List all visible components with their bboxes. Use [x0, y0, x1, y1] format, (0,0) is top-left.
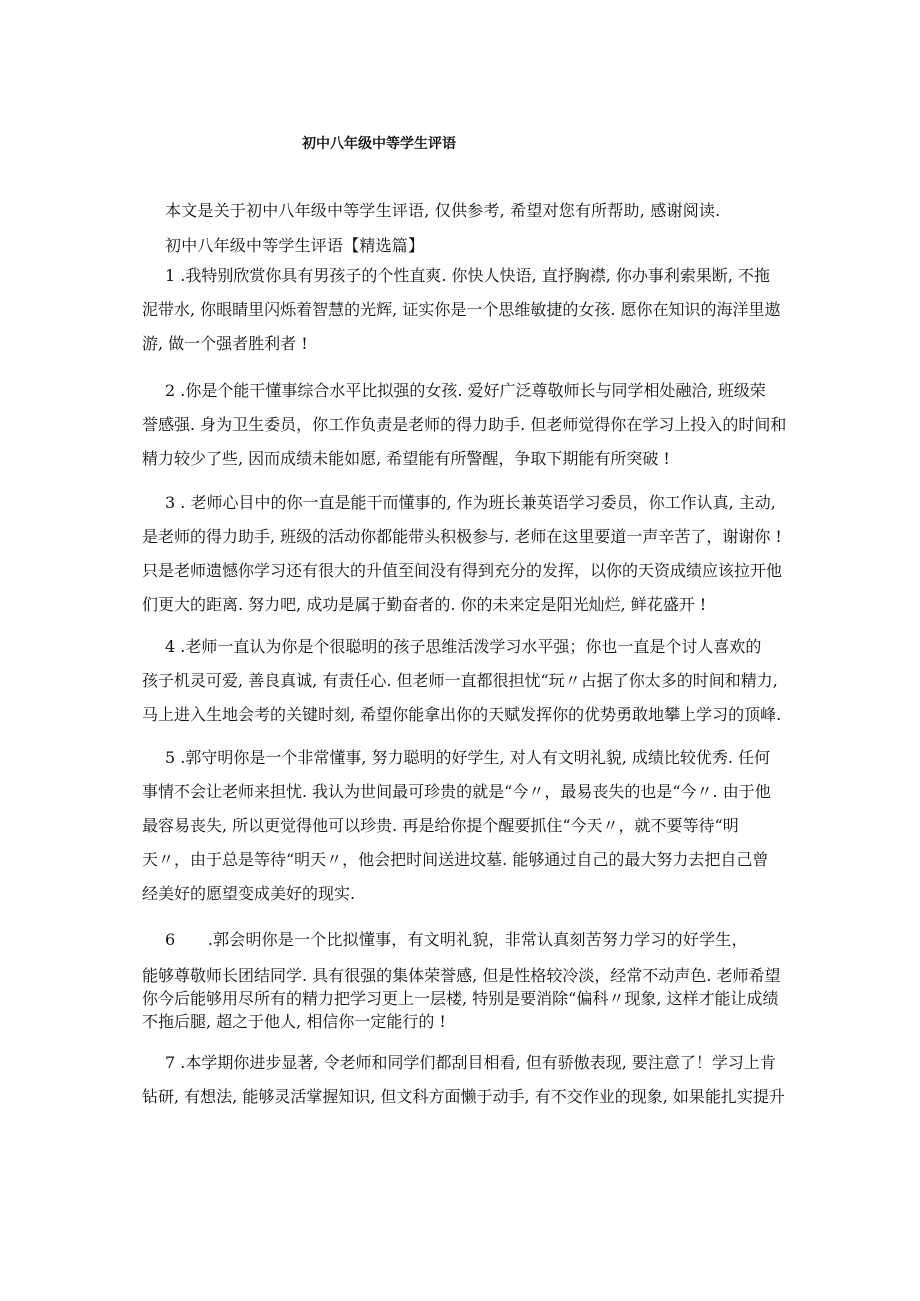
paragraph-4-line-1: 4 .老师一直认为你是个很聪明的孩子思维活泼学习水平强；你也一直是个讨人喜欢的: [165, 637, 762, 656]
paragraph-1-line-1: 1 .我特别欣赏你具有男孩子的个性直爽. 你快人快语, 直抒胸襟, 你办事利索果断, 不拖: [165, 266, 771, 285]
paragraph-5-line-3: 最容易丧失, 所以更觉得他可以珍贵. 再是给你提个醒要抓住“今天〃，就不要等待“明: [142, 816, 739, 835]
paragraph-6-heading: 6 .郭会明你是一个比拟懂事，有文明礼貌，非常认真刻苦努力学习的好学生，: [165, 930, 748, 949]
paragraph-4-line-3: 马上进入生地会考的关键时刻, 希望你能拿出你的天赋发挥你的优势勇敢地攀上学习的顶峰.: [142, 705, 782, 724]
paragraph-1: [142, 259, 805, 361]
paragraph-6-line-1: 能够尊敬师长团结同学. 具有很强的集体荣誉感, 但是性格较冷淡，经常不动声色. 老师希望: [142, 966, 781, 985]
intro-text: 本文是关于初中八年级中等学生评语, 仅供参考, 希望对您有所帮助, 感谢阅读.: [165, 201, 721, 220]
paragraph-2-line-2: 誉感强. 身为卫生委员，你工作负责是老师的得力助手. 但老师觉得你在学习上投入的时间和: [142, 415, 787, 434]
paragraph-5-line-5: 经美好的愿望变成美好的现实.: [142, 884, 356, 903]
paragraph-5-line-4: 天〃，由于总是等待“明天〃，他会把时间送进坟墓. 能够通过自己的最大努力去把自己曾: [142, 850, 769, 869]
paragraph-3-line-2: 是老师的得力助手, 班级的活动你都能带头积极参与. 老师在这里要道一声辛苦了，谢谢你 !: [142, 527, 782, 546]
paragraph-3-line-1: 3 . 老师心目中的你一直是能干而懂事的, 作为班长兼英语学习委员，你工作认真, 主动,: [165, 493, 776, 512]
paragraph-7: [142, 1046, 805, 1114]
paragraph-4-line-2: 孩子机灵可爱, 善良真诚, 有责任心. 但老师一直都很担忧“玩〃占据了你太多的时间和精力,: [142, 671, 778, 690]
paragraph-1-line-2: 泥带水, 你眼睛里闪烁着智慧的光辉, 证实你是一个思维敏捷的女孩. 愿你在知识的海洋里遨: [142, 300, 781, 319]
paragraph-3-line-3: 只是老师遗憾你学习还有很大的升值至间没有得到充分的发挥，以你的天资成绩应该拉开他: [142, 561, 783, 580]
paragraph-2-line-1: 2 .你是个能干懂事综合水平比拟强的女孩. 爱好广泛尊敬师长与同学相处融洽, 班级荣: [165, 381, 766, 400]
paragraph-5-line-1: 5 .郭守明你是一个非常懂事, 努力聪明的好学生, 对人有文明礼貌, 成绩比较优秀. 任何: [165, 748, 771, 767]
paragraph-7-line-1: 7 .本学期你进步显著, 令老师和同学们都刮目相看, 但有骄傲表现, 要注意了！学习上肯: [165, 1053, 776, 1072]
paragraph-1-line-3: 游, 做一个强者胜利者 !: [142, 334, 308, 353]
paragraph-7-line-2: 钻研, 有想法, 能够灵活掌握知识, 但文科方面懒于动手, 有不交作业的现象, 如果能扎实提升: [142, 1087, 785, 1106]
paragraph-3: [142, 486, 805, 622]
paragraph-5: [142, 741, 805, 911]
paragraph-6-line-3: 不拖后腿, 超之于他人, 相信你一定能行的 !: [142, 1012, 446, 1031]
paragraph-6-line-2: 你今后能够用尽所有的精力把学习更上一层楼, 特别是要消除“偏科〃现象, 这样才能让成绩: [142, 989, 779, 1008]
paragraph-3-line-4: 们更大的距离. 努力吧, 成功是属于勤奋者的. 你的未来定是阳光灿烂, 鲜花盛开 !: [142, 595, 707, 614]
paragraph-4: [142, 630, 805, 732]
paragraph-5-line-2: 事情不会让老师来担忧. 我认为世间最可珍贵的就是“今〃，最易丧失的也是“今〃. 由于他: [142, 782, 771, 801]
document-title: 初中八年级中等学生评语: [302, 136, 456, 152]
paragraph-6: [142, 964, 805, 1033]
subtitle-text: 初中八年级中等学生评语【精选篇】: [165, 236, 425, 255]
paragraph-2-line-3: 精力较少了些, 因而成绩未能如愿, 希望能有所警醒，争取下期能有所突破 !: [142, 449, 670, 468]
paragraph-2: [142, 374, 805, 476]
